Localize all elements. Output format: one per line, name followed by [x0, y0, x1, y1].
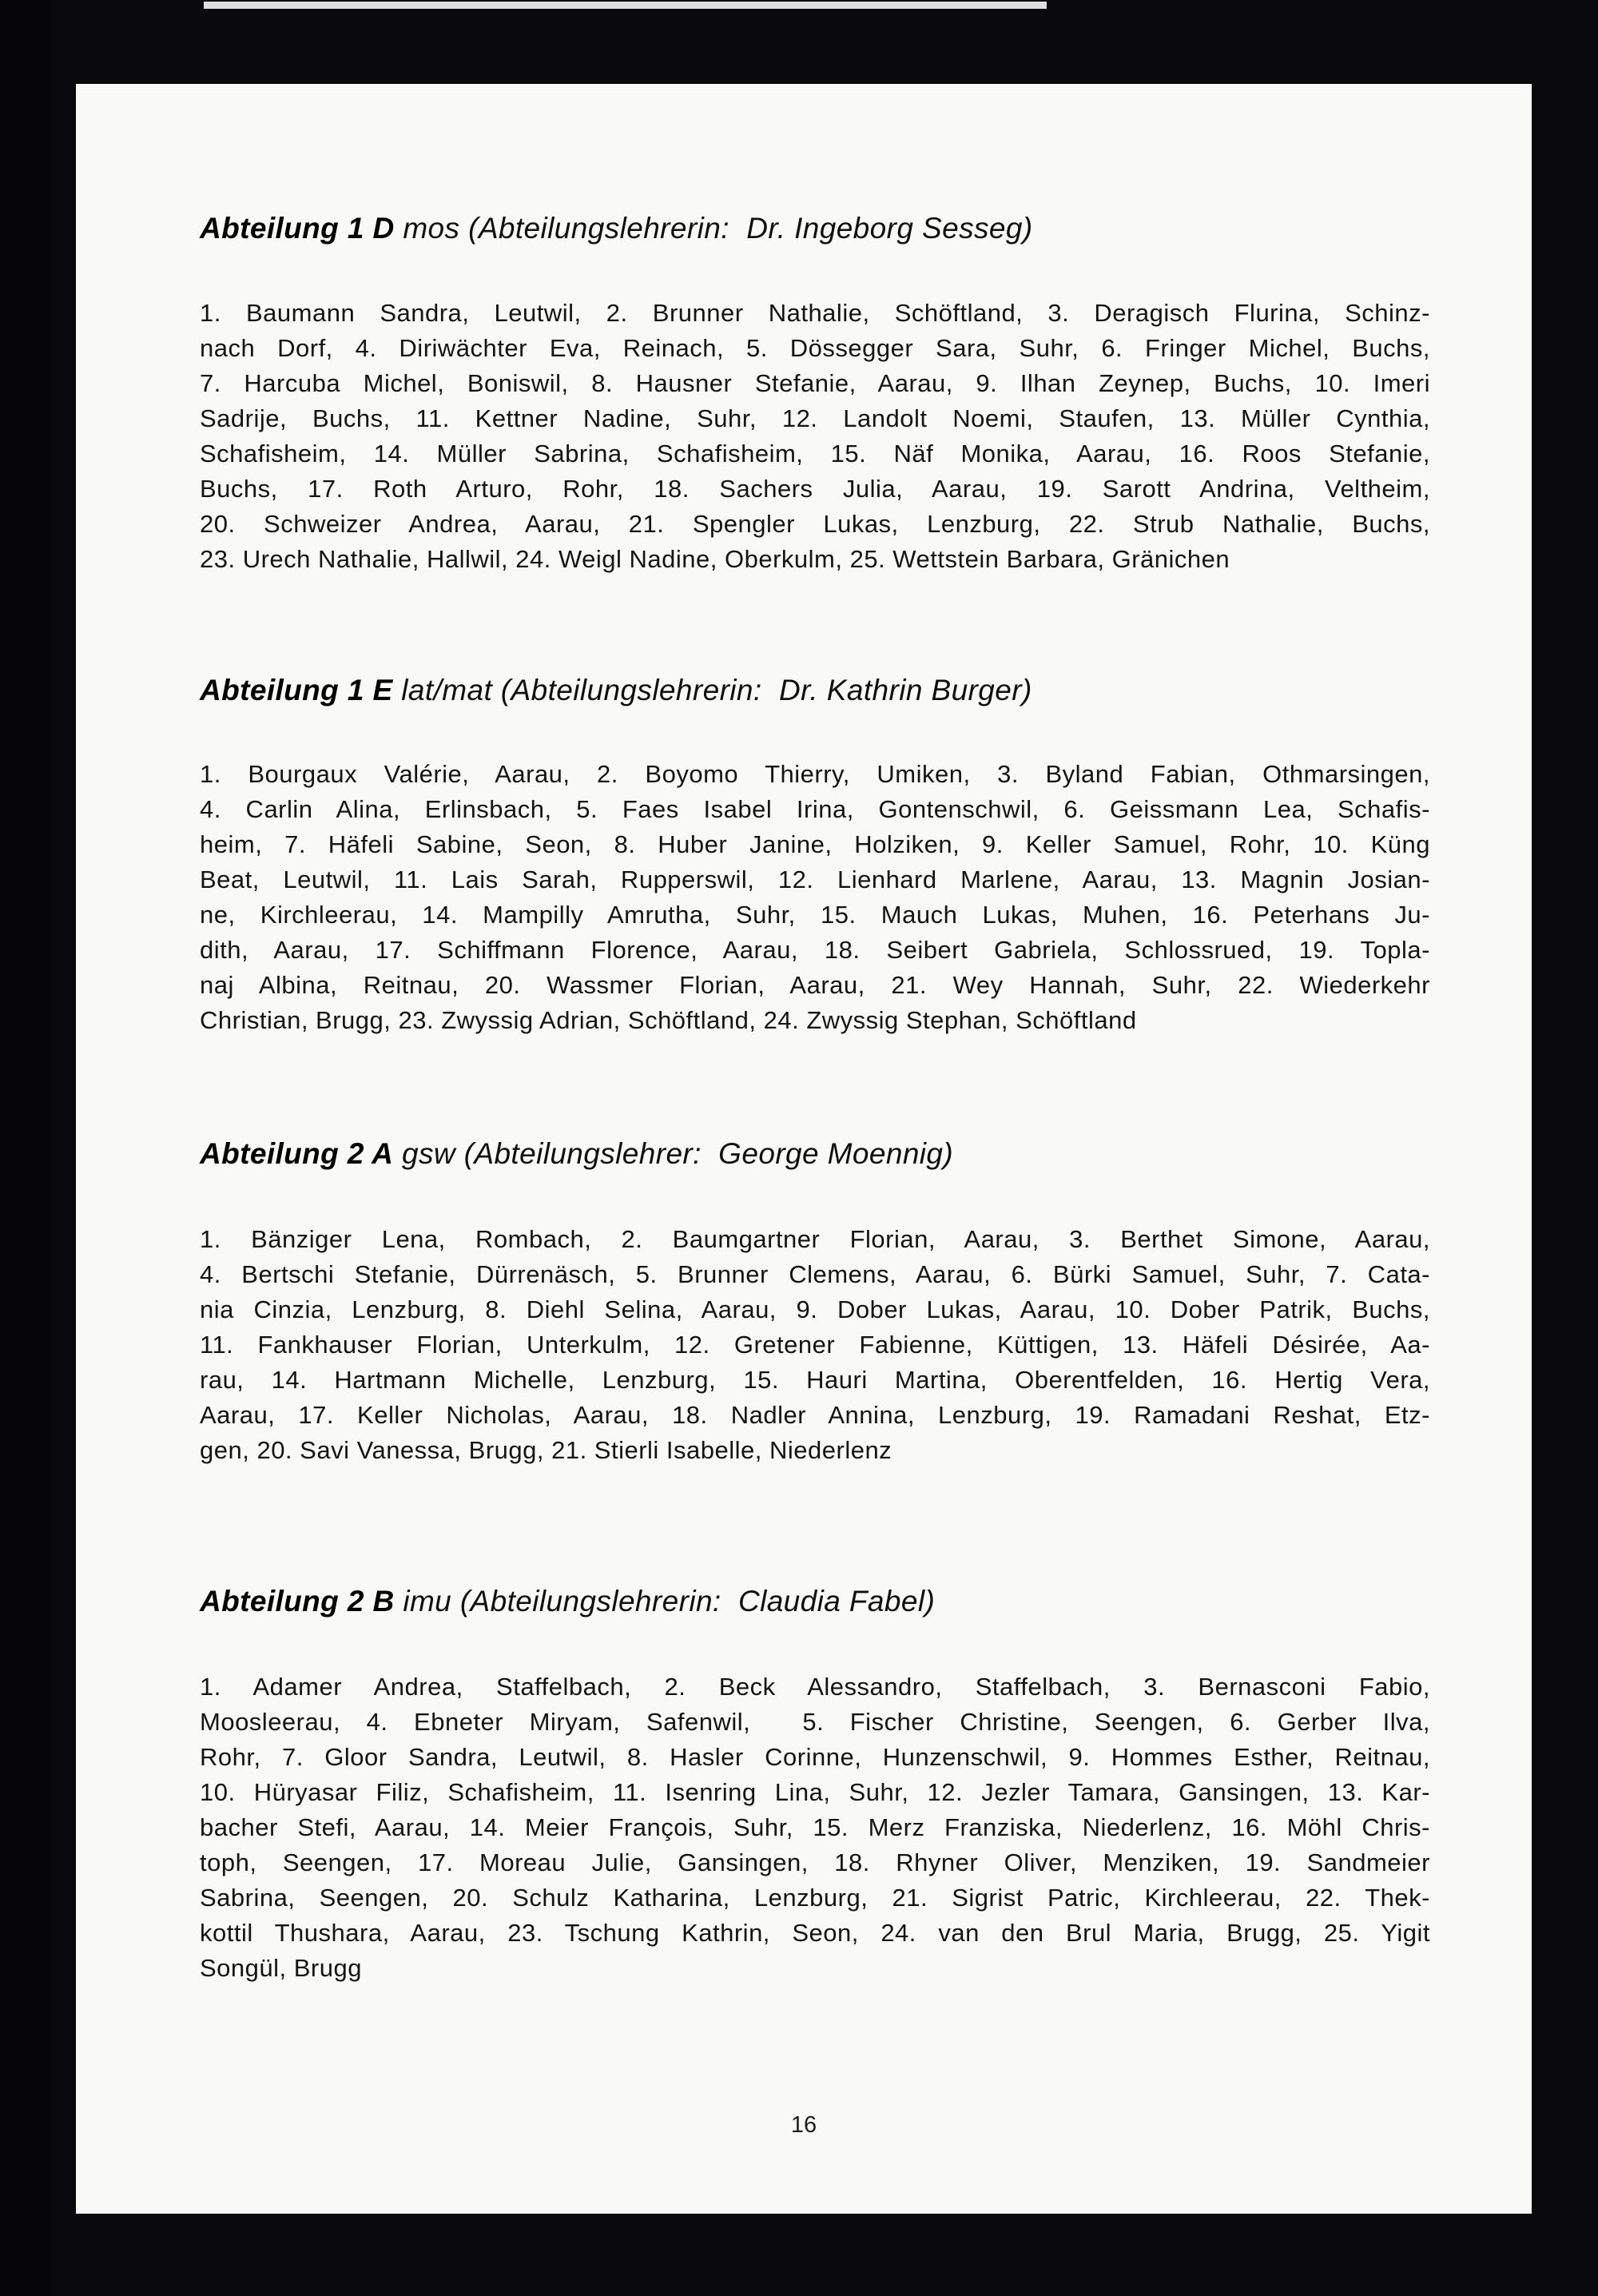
section-heading: [200, 1585, 1430, 1618]
text-line: Songül, Brugg: [200, 1954, 362, 1982]
text-line: naj Albina, Reitnau, 20. Wassmer Florian, Aarau, 21. Wey Hannah, Suhr, 22. Wiederkehr: [200, 971, 1430, 999]
text-line: kottil Thushara, Aarau, 23. Tschung Kathrin, Seon, 24. van den Brul Maria, Brugg, 25. Yigit: [200, 1919, 1430, 1947]
text-line: Christian, Brugg, 23. Zwyssig Adrian, Schöftland, 24. Zwyssig Stephan, Schöftland: [200, 1006, 1137, 1034]
class-list-paragraph-2a: [200, 1222, 1430, 1468]
text-line: 1. Bänziger Lena, Rombach, 2. Baumgartner Florian, Aarau, 3. Berthet Simone, Aarau,: [200, 1225, 1430, 1253]
class-teacher-info: imu (Abteilungslehrerin: Claudia Fabel): [394, 1585, 936, 1618]
text-line: dith, Aarau, 17. Schiffmann Florence, Aarau, 18. Seibert Gabriela, Schlossrued, 19. Topla-: [200, 936, 1430, 964]
text-line: 20. Schweizer Andrea, Aarau, 21. Spengler Lukas, Lenzburg, 22. Strub Nathalie, Buchs,: [200, 510, 1430, 538]
section-heading: [200, 1137, 1430, 1171]
text-line: bacher Stefi, Aarau, 14. Meier François, Suhr, 15. Merz Franziska, Niederlenz, 16. Möhl Chris-: [200, 1813, 1430, 1841]
section-abteilung-2a: [200, 1137, 1430, 1171]
class-teacher-info: mos (Abteilungslehrerin: Dr. Ingeborg Sesseg): [394, 212, 1033, 245]
text-line: toph, Seengen, 17. Moreau Julie, Gansingen, 18. Rhyner Oliver, Menziken, 19. Sandmeier: [200, 1848, 1430, 1876]
text-line: Sadrije, Buchs, 11. Kettner Nadine, Suhr, 12. Landolt Noemi, Staufen, 13. Müller Cynthia,: [200, 404, 1430, 432]
text-line: 10. Hüryasar Filiz, Schafisheim, 11. Isenring Lina, Suhr, 12. Jezler Tamara, Gansingen, 13. Kar-: [200, 1778, 1430, 1806]
text-line: gen, 20. Savi Vanessa, Brugg, 21. Stierli Isabelle, Niederlenz: [200, 1436, 892, 1464]
class-list-paragraph-2b: [200, 1669, 1430, 1986]
text-line: ne, Kirchleerau, 14. Mampilly Amrutha, Suhr, 15. Mauch Lukas, Muhen, 16. Peterhans Ju-: [200, 901, 1430, 929]
class-list-paragraph-1d: [200, 296, 1430, 577]
text-line: heim, 7. Häfeli Sabine, Seon, 8. Huber Janine, Holziken, 9. Keller Samuel, Rohr, 10. Küng: [200, 830, 1430, 858]
text-line: Beat, Leutwil, 11. Lais Sarah, Rupperswil, 12. Lienhard Marlene, Aarau, 13. Magnin Josian-: [200, 865, 1430, 893]
text-line: 1. Adamer Andrea, Staffelbach, 2. Beck Alessandro, Staffelbach, 3. Bernasconi Fabio,: [200, 1673, 1430, 1701]
scan-left-shadow-band: [0, 0, 51, 2296]
text-line: 11. Fankhauser Florian, Unterkulm, 12. Gretener Fabienne, Küttigen, 13. Häfeli Désirée, Aa-: [200, 1331, 1430, 1359]
scan-artifact-top-strip: [204, 2, 1047, 9]
class-teacher-info: gsw (Abteilungslehrer: George Moennig): [393, 1137, 954, 1170]
class-name: Abteilung 2 A: [200, 1137, 394, 1170]
class-name: Abteilung 2 B: [200, 1585, 395, 1618]
section-abteilung-1e: [200, 674, 1430, 707]
text-line: Sabrina, Seengen, 20. Schulz Katharina, Lenzburg, 21. Sigrist Patric, Kirchleerau, 22. Thek-: [200, 1884, 1430, 1912]
section-abteilung-1d: [200, 212, 1430, 245]
class-name: Abteilung 1 D: [200, 212, 395, 245]
text-line: rau, 14. Hartmann Michelle, Lenzburg, 15. Hauri Martina, Oberentfelden, 16. Hertig Vera,: [200, 1366, 1430, 1394]
page-number: 16: [790, 2112, 817, 2138]
text-line: Moosleerau, 4. Ebneter Miryam, Safenwil, 5. Fischer Christine, Seengen, 6. Gerber Ilva,: [200, 1708, 1430, 1736]
text-line: Aarau, 17. Keller Nicholas, Aarau, 18. Nadler Annina, Lenzburg, 19. Ramadani Reshat, Etz-: [200, 1401, 1430, 1429]
text-line: 1. Bourgaux Valérie, Aarau, 2. Boyomo Thierry, Umiken, 3. Byland Fabian, Othmarsingen,: [200, 760, 1430, 788]
document-page: [76, 84, 1532, 2214]
text-line: 23. Urech Nathalie, Hallwil, 24. Weigl Nadine, Oberkulm, 25. Wettstein Barbara, Gränichen: [200, 545, 1230, 573]
text-line: 7. Harcuba Michel, Boniswil, 8. Hausner Stefanie, Aarau, 9. Ilhan Zeynep, Buchs, 10. Imeri: [200, 369, 1430, 397]
text-line: 4. Carlin Alina, Erlinsbach, 5. Faes Isabel Irina, Gontenschwil, 6. Geissmann Lea, Schafis-: [200, 795, 1430, 823]
text-line: Buchs, 17. Roth Arturo, Rohr, 18. Sachers Julia, Aarau, 19. Sarott Andrina, Veltheim,: [200, 475, 1430, 503]
section-heading: [200, 212, 1430, 245]
text-line: Rohr, 7. Gloor Sandra, Leutwil, 8. Hasler Corinne, Hunzenschwil, 9. Hommes Esther, Reitnau,: [200, 1743, 1430, 1771]
class-teacher-info: lat/mat (Abteilungslehrerin: Dr. Kathrin Burger): [392, 674, 1032, 706]
section-abteilung-2b: [200, 1585, 1430, 1618]
class-name: Abteilung 1 E: [200, 674, 393, 706]
section-heading: [200, 674, 1430, 707]
text-line: 1. Baumann Sandra, Leutwil, 2. Brunner Nathalie, Schöftland, 3. Deragisch Flurina, Schinz-: [200, 299, 1430, 327]
text-line: nia Cinzia, Lenzburg, 8. Diehl Selina, Aarau, 9. Dober Lukas, Aarau, 10. Dober Patrik, Buchs,: [200, 1295, 1430, 1323]
text-line: 4. Bertschi Stefanie, Dürrenäsch, 5. Brunner Clemens, Aarau, 6. Bürki Samuel, Suhr, 7. Cata-: [200, 1260, 1430, 1288]
text-line: Schafisheim, 14. Müller Sabrina, Schafisheim, 15. Näf Monika, Aarau, 16. Roos Stefanie,: [200, 440, 1430, 468]
class-list-paragraph-1e: [200, 757, 1430, 1038]
text-line: nach Dorf, 4. Diriwächter Eva, Reinach, 5. Dössegger Sara, Suhr, 6. Fringer Michel, Buchs,: [200, 334, 1430, 362]
